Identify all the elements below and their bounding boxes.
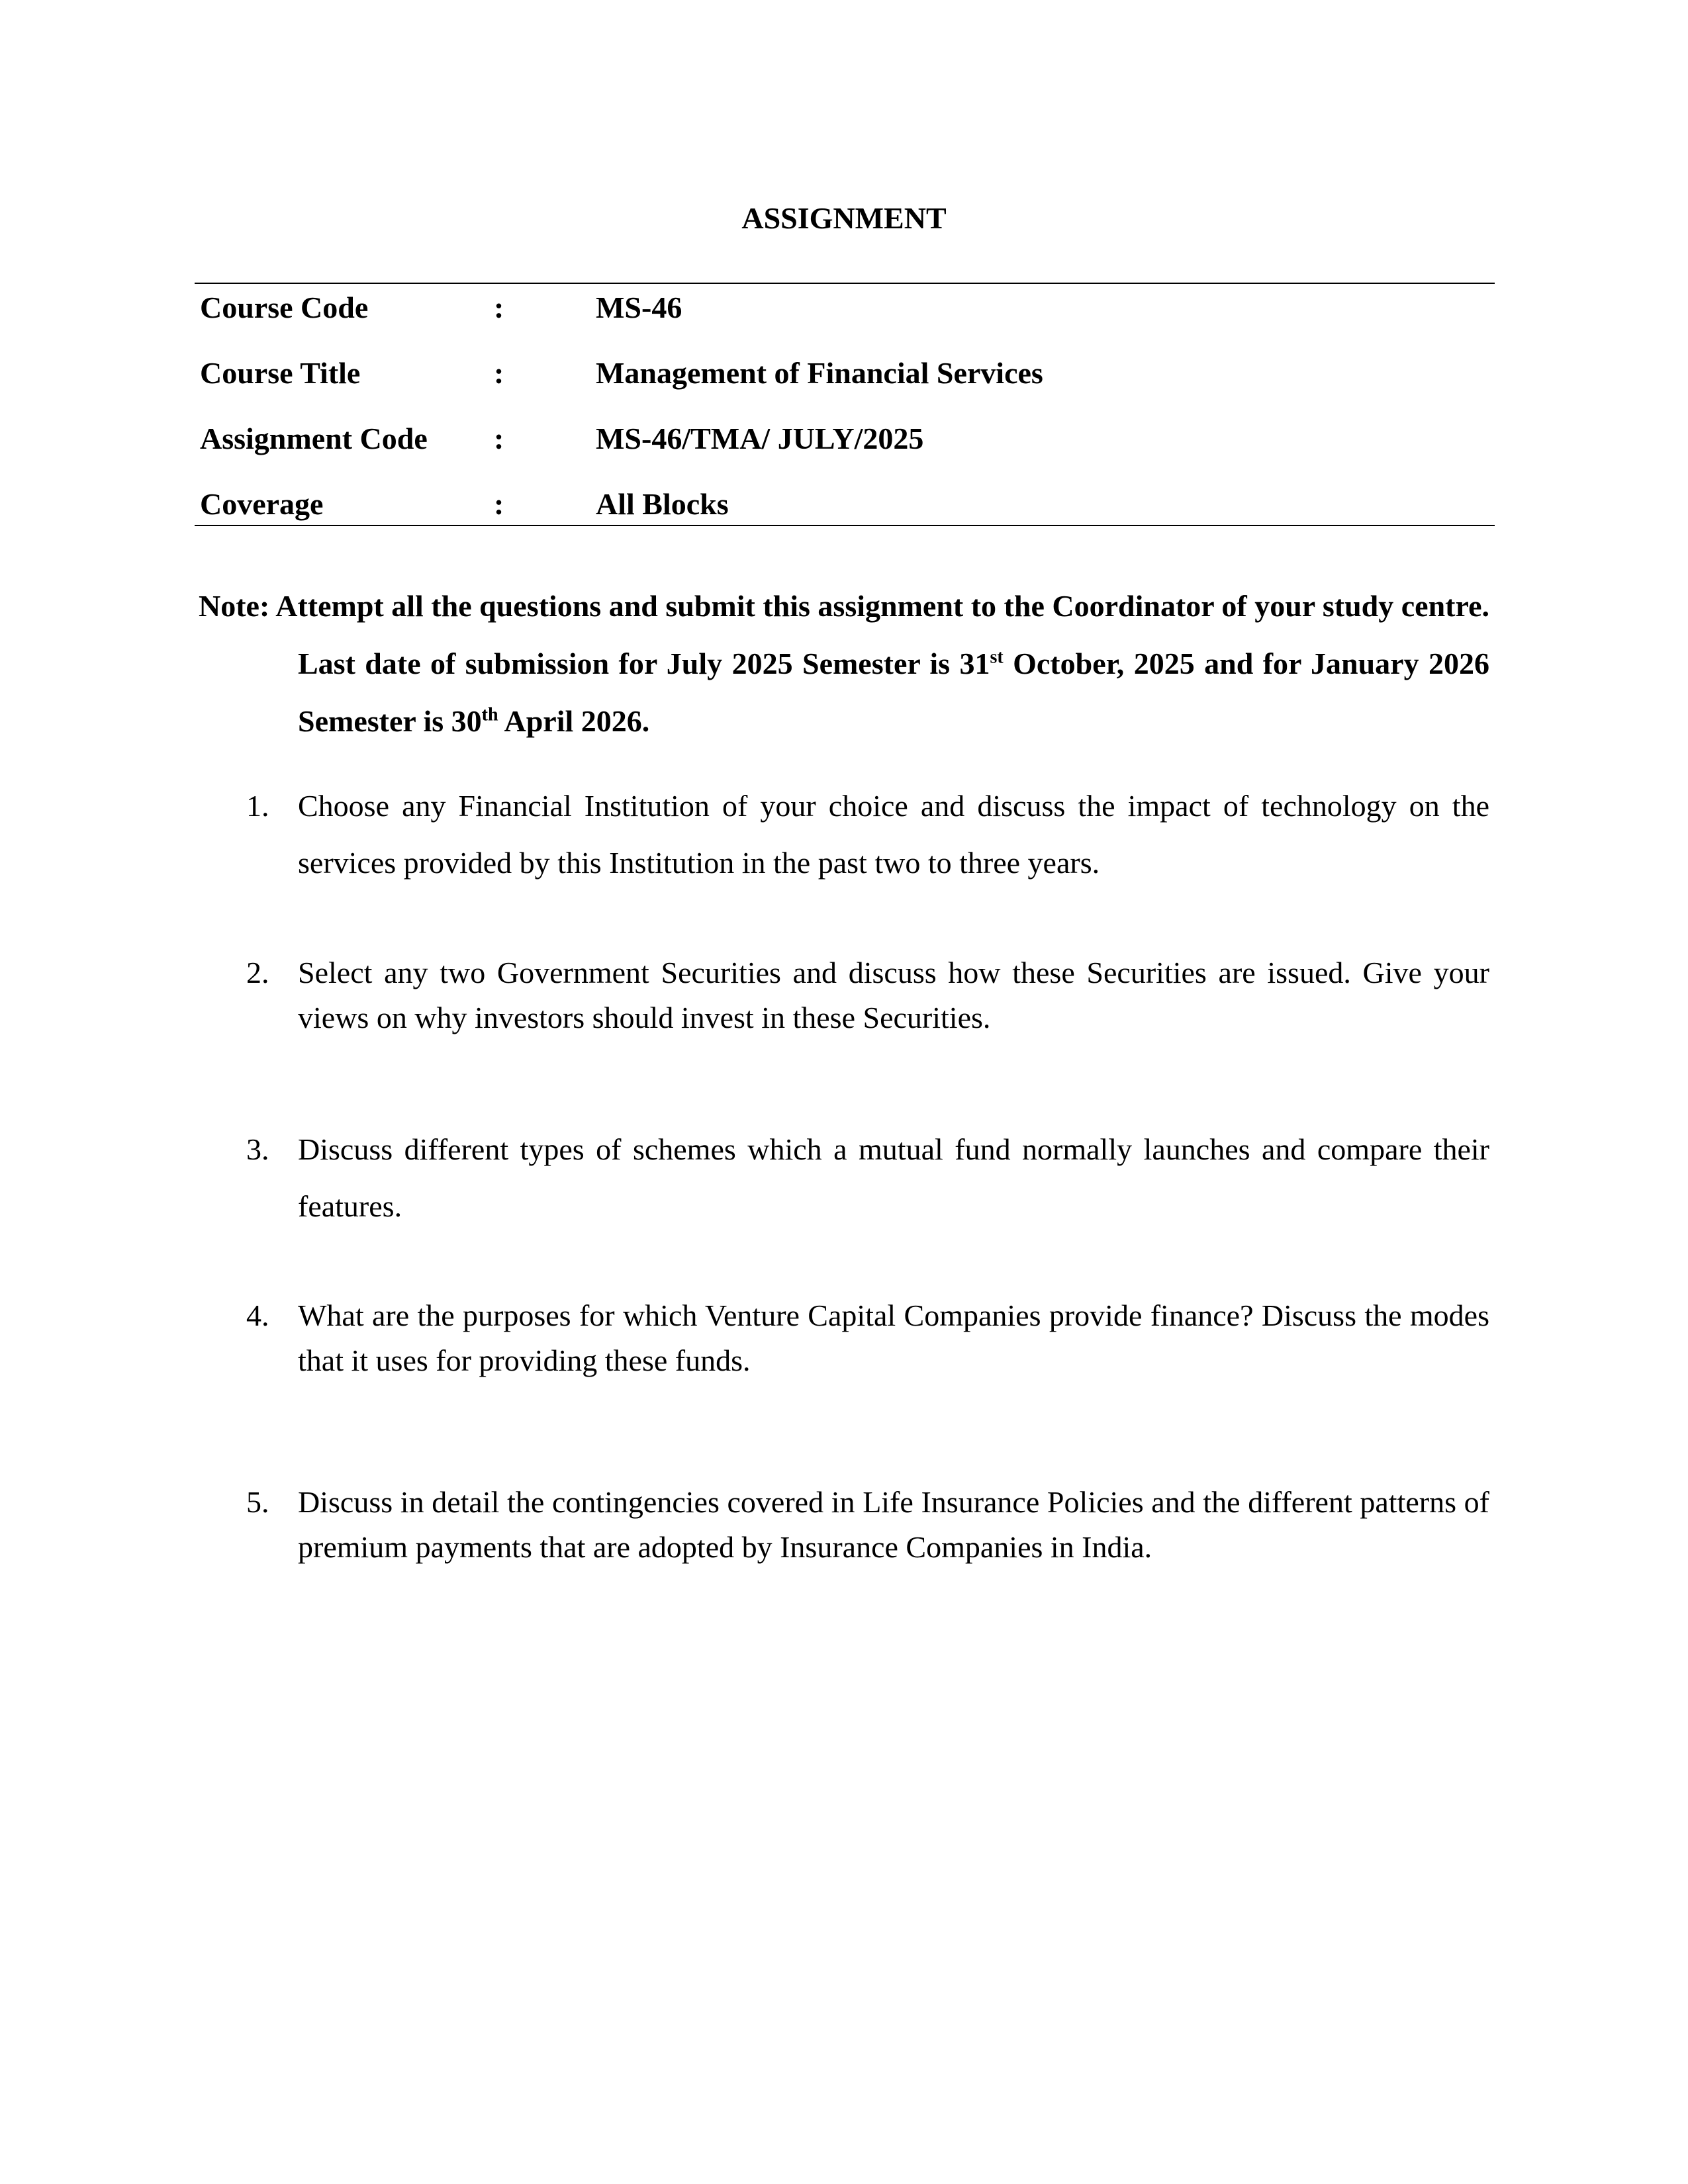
meta-label: Assignment Code [200,422,428,455]
meta-colon: : [494,356,504,390]
question-item [246,1121,1489,1235]
question-number: 2. [246,956,269,989]
question-number: 5. [246,1485,269,1519]
question-item [246,778,1489,891]
meta-label: Course Title [200,356,361,390]
page-title: ASSIGNMENT [741,201,947,235]
meta-value: MS-46/TMA/ JULY/2025 [596,422,924,455]
note-text-part-2: October, 2025 and for January 2026 Semester is 30 [298,647,1489,738]
note-text-part-3: April 2026. [498,704,650,738]
question-number: 1. [246,789,269,823]
meta-colon: : [494,487,504,521]
meta-value: All Blocks [596,487,729,521]
question-item [246,1293,1489,1383]
meta-value: Management of Financial Services [596,356,1043,390]
question-item [246,950,1489,1040]
question-text: What are the purposes for which Venture Capital Companies provide finance? Discuss the modes that it uses for providing these funds. [298,1298,1489,1377]
question-number: 4. [246,1298,269,1332]
question-text: Discuss in detail the contingencies covered in Life Insurance Policies and the different patterns of premium payments that are adopted by Insurance Companies in India. [298,1485,1489,1564]
question-text: Select any two Government Securities and discuss how these Securities are issued. Give your views on why investors should invest in these Securities. [298,956,1489,1034]
question-number: 3. [246,1132,269,1166]
note-text-part-1: Note: Attempt all the questions and submit this assignment to the Coordinator of your study centre. Last date of submission for July 2025 Semester is 31 [199,589,1489,680]
meta-colon: : [494,422,504,455]
meta-label: Course Code [200,291,369,324]
meta-label: Coverage [200,487,324,521]
meta-value: MS-46 [596,291,682,324]
question-text: Discuss different types of schemes which a mutual fund normally launches and compare their features. [298,1132,1489,1223]
question-item [246,1480,1489,1570]
meta-colon: : [494,291,504,324]
note-superscript-1: st [990,647,1004,668]
question-text: Choose any Financial Institution of your choice and discuss the impact of technology on the services provided by this Institution in the past two to three years. [298,789,1489,880]
note-superscript-2: th [481,704,498,725]
